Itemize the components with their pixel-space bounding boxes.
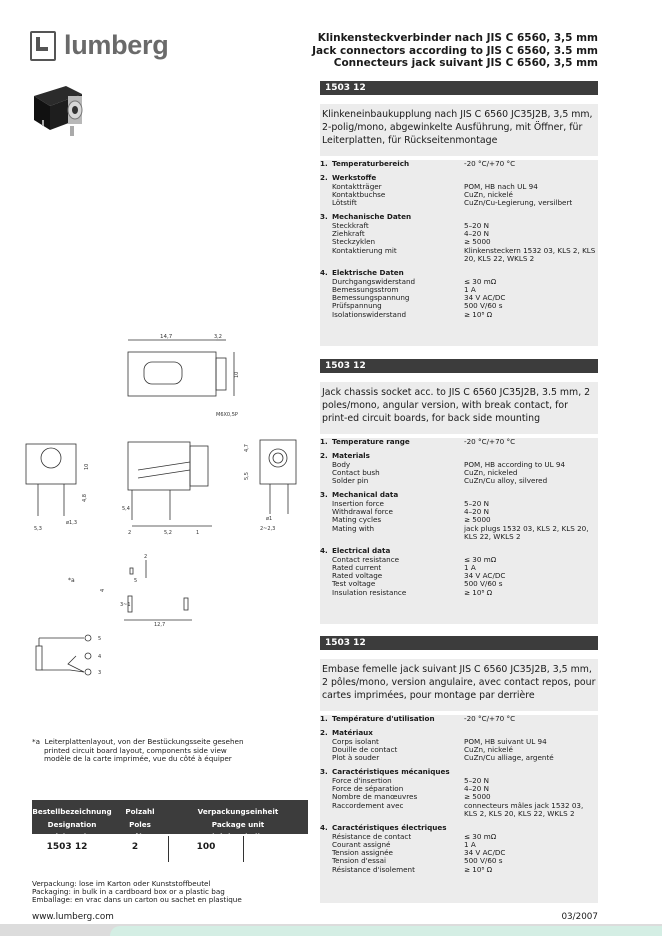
spec-row (320, 754, 598, 762)
spec-group-heading (320, 715, 598, 723)
spec-key: Contact bush (332, 467, 380, 477)
spec-value: 4–20 N (464, 784, 489, 794)
product-photo (30, 82, 88, 138)
spec-value: 4–20 N (464, 507, 489, 517)
spec-key: Insertion force (332, 498, 384, 508)
dim-label: 3,2 (214, 334, 222, 340)
spec-key: Kontaktbuchse (332, 189, 386, 199)
dim-label: 5,4 (122, 506, 130, 512)
section-code-bar: 1503 12 (320, 636, 598, 650)
spec-key: Tension assignée (332, 848, 393, 858)
spec-value: ≥ 5000 (464, 515, 491, 525)
spec-value: CuZn, nickelé (464, 744, 513, 754)
spec-group-number: 4. (320, 268, 328, 278)
spec-value: Klinkensteckern 1532 03, KLS 2, KLS 20, KLS 22, WKLS 2 (464, 245, 596, 263)
dim-label: 10 (84, 463, 90, 470)
technical-drawing (20, 330, 310, 690)
spec-value: ≥ 10⁸ Ω (464, 864, 493, 874)
top-view (128, 334, 240, 396)
spec-value: ≥ 5000 (464, 792, 491, 802)
spec-group-heading (320, 160, 598, 168)
spec-group-title: Werkstoffe (332, 173, 377, 183)
spec-value: POM, HB nach UL 94 (464, 181, 538, 191)
spec-group-number: 2. (320, 728, 328, 738)
order-table-header (32, 800, 308, 842)
spec-group-title: Caractéristiques mécaniques (332, 767, 450, 777)
spec-key: Douille de contact (332, 744, 398, 754)
dim-label: 14,7 (160, 334, 173, 340)
website-link[interactable]: www.lumberg.com (32, 912, 114, 922)
dim-label: 2~2,3 (260, 526, 276, 532)
dim-label: 10 (234, 371, 240, 378)
spec-key: Nombre de manœuvres (332, 792, 418, 802)
spec-key: Kontaktträger (332, 181, 382, 191)
spec-group-number: 2. (320, 173, 328, 183)
brand-logo (30, 30, 168, 61)
spec-key: Résistance d'isolement (332, 864, 415, 874)
document-title (312, 32, 598, 70)
pcb-layout (68, 554, 192, 628)
spec-key: Test voltage (332, 579, 376, 589)
spec-value: 500 V/60 s (464, 856, 503, 866)
dim-label: M6X0,5P (216, 412, 238, 418)
header-poles: Polzahl Poles Pôles (125, 807, 155, 842)
spec-value: CuZn, nickeled (464, 467, 518, 477)
section-description: Embase femelle jack suivant JIS C 6560 JC35J2B, 3,5 mm, 2 pôles/mono, version angulaire, avec contact repos, pour cartes imprimées, pour montage par derrière (320, 659, 598, 711)
spec-value: 5–20 N (464, 498, 489, 508)
dim-label: 1 (196, 530, 200, 536)
spec-value: connecteurs mâles jack 1532 03, KLS 2, KLS 20, KLS 22, WKLS 2 (464, 800, 584, 818)
spec-value: 5–20 N (464, 220, 489, 230)
header-designation: Bestellbezeichnung Designation Désignation (32, 807, 112, 842)
spec-key: Courant assigné (332, 839, 391, 849)
spec-value: ≤ 30 mΩ (464, 554, 497, 564)
spec-key: Tension d'essai (332, 856, 386, 866)
spec-key: Force d'insertion (332, 775, 392, 785)
spec-group-number: 1. (320, 714, 328, 723)
title-fr: Connecteurs jack suivant JIS C 6560, 3,5 mm (333, 57, 598, 69)
spec-value: 34 V AC/DC (464, 848, 506, 858)
spec-group-number: 1. (320, 159, 328, 168)
spec-value: POM, HB according to UL 94 (464, 459, 566, 469)
cell-package-unit: 100 (168, 836, 244, 862)
spec-row (320, 311, 598, 319)
spec-row (320, 477, 598, 485)
dim-label: 4,8 (82, 494, 88, 502)
spec-value: 4–20 N (464, 229, 489, 239)
spec-value: POM, HB suivant UL 94 (464, 736, 547, 746)
spec-value: ≥ 10⁸ Ω (464, 309, 493, 319)
spec-key: Résistance de contact (332, 831, 412, 841)
section-description: Jack chassis socket acc. to JIS C 6560 JC35J2B, 3.5 mm, 2 poles/mono, angular version, with break contact, for print-ed circuit boards, for back side mounting (320, 382, 598, 434)
pin-label: 4 (98, 654, 102, 660)
section-description: Klinkeneinbaukupplung nach JIS C 6560 JC35J2B, 3,5 mm, 2-polig/mono, abgewinkelte Ausführung, mit Öffner, für Leiterplatten, für Rückseitenmontage (320, 104, 598, 156)
header-package-unit: Verpackungseinheit Package unit Unité d'emballage (197, 807, 279, 842)
spec-value: CuZn/Cu-Legierung, versilbert (464, 198, 573, 208)
spec-value: 1 A (464, 839, 476, 849)
spec-group-value: -20 °C/+70 °C (464, 159, 516, 168)
spec-group-number: 4. (320, 823, 328, 833)
order-table-row (32, 836, 308, 862)
dim-label: 5,2 (164, 530, 172, 536)
spec-group-title: Mechanische Daten (332, 212, 412, 222)
spec-key: Force de séparation (332, 784, 404, 794)
spec-group-title: Temperature range (332, 437, 410, 446)
spec-key: Solder pin (332, 476, 369, 486)
spec-value: jack plugs 1532 03, KLS 2, KLS 20, KLS 22, WKLS 2 (464, 523, 589, 541)
spec-group-value: -20 °C/+70 °C (464, 714, 516, 723)
footer-accent (110, 926, 662, 936)
spec-group-number: 2. (320, 451, 328, 461)
dim-label: 2 (144, 554, 148, 560)
spec-list (320, 160, 598, 346)
document-date: 03/2007 (561, 912, 598, 922)
spec-key: Plot à souder (332, 753, 380, 763)
spec-group-heading (320, 438, 598, 446)
spec-row (320, 589, 598, 597)
spec-group-title: Température d'utilisation (332, 714, 435, 723)
spec-group-number: 4. (320, 546, 328, 556)
spec-key: Ziehkraft (332, 229, 365, 239)
brand-name: lumberg (64, 30, 169, 60)
spec-value: ≤ 30 mΩ (464, 831, 497, 841)
spec-group-number: 1. (320, 437, 328, 446)
dim-label: 5,3 (34, 526, 42, 532)
spec-key: Contact resistance (332, 554, 400, 564)
spec-row (320, 866, 598, 874)
spec-key: Body (332, 459, 351, 469)
section-code-bar: 1503 12 (320, 359, 598, 373)
spec-list (320, 438, 598, 624)
spec-value: ≥ 5000 (464, 237, 491, 247)
dim-label: ø1,3 (66, 520, 78, 526)
pin-label: 5 (98, 636, 102, 642)
front-view (244, 440, 296, 532)
spec-value: CuZn, nickelé (464, 189, 513, 199)
spec-key: Kontaktierung mit (332, 245, 397, 255)
dim-label: 5 (134, 578, 138, 584)
spec-group-title: Mechanical data (332, 490, 399, 500)
spec-group-title: Caractéristiques électriques (332, 823, 447, 833)
spec-key: Steckkraft (332, 220, 369, 230)
spec-value: CuZn/Cu alliage, argenté (464, 753, 554, 763)
spec-group-value: -20 °C/+70 °C (464, 437, 516, 446)
cell-designation: 1503 12 (46, 842, 88, 852)
spec-key: Bemessungspannung (332, 293, 410, 303)
spec-key: Mating cycles (332, 515, 382, 525)
spec-key: Insulation resistance (332, 587, 407, 597)
spec-row (320, 247, 598, 264)
spec-key: Lötstift (332, 198, 357, 208)
left-view (26, 444, 90, 532)
title-en: Jack connectors according to JIS C 6560, 3.5 mm (312, 44, 598, 57)
spec-value: 1 A (464, 562, 476, 572)
spec-key: Isolationswiderstand (332, 309, 407, 319)
schematic (36, 635, 101, 676)
dim-label: 3~1 (120, 602, 131, 608)
cell-poles: 2 (131, 842, 139, 852)
footnote-marker: *a (68, 577, 75, 584)
spec-group-title: Materials (332, 451, 370, 461)
spec-value: 34 V AC/DC (464, 571, 506, 581)
section-code-bar: 1503 12 (320, 81, 598, 95)
spec-value: ≥ 10⁸ Ω (464, 587, 493, 597)
logo-mark-icon (30, 31, 56, 61)
spec-value: 500 V/60 s (464, 579, 503, 589)
layout-footnote: *a Leiterplattenlayout, von der Bestückungsseite gesehen printed circuit board layout, components side view modèle de la carte imprimée, vue du côté à équiper (32, 737, 244, 764)
spec-key: Rated voltage (332, 571, 383, 581)
dim-label: ø1 (266, 516, 273, 522)
spec-group-title: Electrical data (332, 546, 391, 556)
spec-key: Corps isolant (332, 736, 379, 746)
spec-key: Steckzyklen (332, 237, 376, 247)
spec-key: Bemessungsstrom (332, 284, 399, 294)
spec-key: Prüfspannung (332, 301, 382, 311)
spec-value: 500 V/60 s (464, 301, 503, 311)
side-view (122, 412, 250, 536)
spec-group-title: Temperaturbereich (332, 159, 410, 168)
dim-label: 4 (100, 588, 106, 592)
spec-key: Withdrawal force (332, 507, 393, 517)
spec-group-number: 3. (320, 490, 328, 500)
spec-group-title: Matériaux (332, 728, 373, 738)
dim-label: 2 (128, 530, 132, 536)
spec-value: 1 A (464, 284, 476, 294)
dim-label: 12,7 (154, 622, 166, 628)
spec-value: 34 V AC/DC (464, 293, 506, 303)
footnote-marker: *a (32, 737, 40, 746)
spec-value: 5–20 N (464, 775, 489, 785)
spec-key: Rated current (332, 562, 382, 572)
dim-label: 4,7 (244, 444, 250, 452)
spec-key: Durchgangswiderstand (332, 276, 416, 286)
spec-value: ≤ 30 mΩ (464, 276, 497, 286)
packaging-note: Verpackung: lose im Karton oder Kunststoffbeutel Packaging: in bulk in a cardboard box or a plastic bag Emballage: en vrac dans un carton ou sachet en plastique (32, 879, 242, 905)
spec-group-title: Elektrische Daten (332, 268, 404, 278)
spec-row (320, 802, 598, 819)
dim-label: 5,5 (244, 472, 250, 480)
spec-key: Raccordement avec (332, 800, 404, 810)
spec-group-number: 3. (320, 767, 328, 777)
spec-value: CuZn/Cu alloy, silvered (464, 476, 548, 486)
spec-list (320, 715, 598, 903)
spec-row (320, 199, 598, 207)
spec-key: Mating with (332, 523, 375, 533)
spec-group-number: 3. (320, 212, 328, 222)
pin-label: 3 (98, 670, 102, 676)
spec-row (320, 525, 598, 542)
title-de: Klinkensteckverbinder nach JIS C 6560, 3,5 mm (317, 32, 598, 44)
